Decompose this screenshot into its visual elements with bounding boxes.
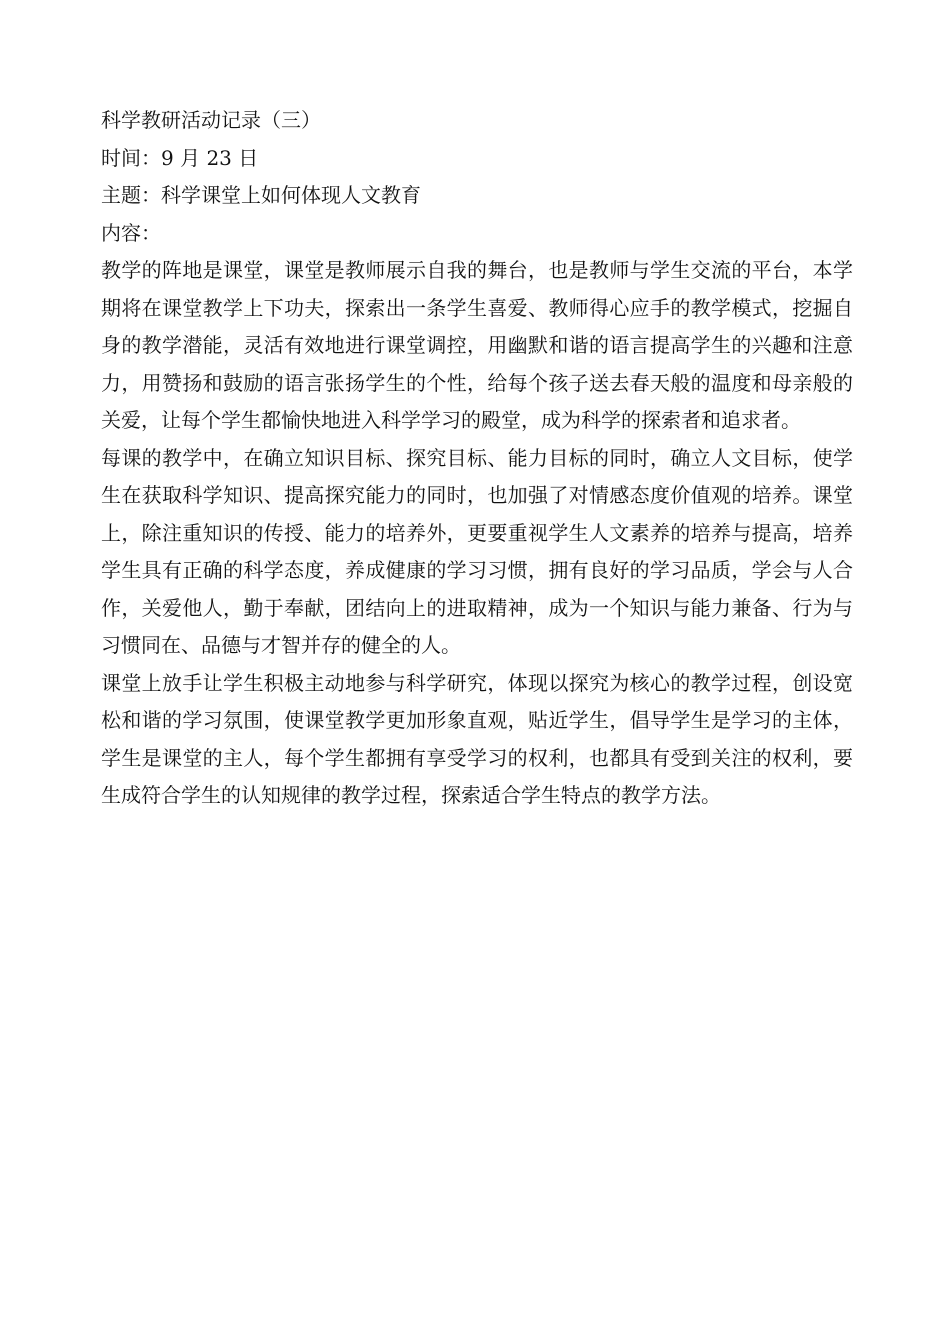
- paragraph-2: 每课的教学中，在确立知识目标、探究目标、能力目标的同时，确立人文目标，使学生在获取科学知识、提高探究能力的同时，也加强了对情感态度价值观的培养。课堂上，除注重知识的传授、能力的培养外，更要重视学生人文素养的培养与提高，培养学生具有正确的科学态度，养成健康的学习习惯，拥有良好的学习品质，学会与人合作，关爱他人，勤于奉献，团结向上的进取精神，成为一个知识与能力兼备、行为与习惯同在、品德与才智并存的健全的人。: [101, 445, 853, 657]
- document-title: 科学教研活动记录（三）: [101, 108, 321, 132]
- content-label: 内容：: [101, 220, 161, 245]
- meeting-time: 时间：9 月 23 日: [101, 145, 259, 170]
- paragraph-3: 课堂上放手让学生积极主动地参与科学研究，体现以探究为核心的教学过程，创设宽松和谐的学习氛围，使课堂教学更加形象直观，贴近学生，倡导学生是学习的主体，学生是课堂的主人，每个学生都拥有享受学习的权利，也都具有受到关注的权利，要生成符合学生的认知规律的教学过程，探索适合学生特点的教学方法。: [101, 670, 853, 807]
- document-body: [101, 102, 853, 815]
- paragraph-1: 教学的阵地是课堂，课堂是教师展示自我的舞台，也是教师与学生交流的平台，本学期将在课堂教学上下功夫，探索出一条学生喜爱、教师得心应手的教学模式，挖掘自身的教学潜能，灵活有效地进行课堂调控，用幽默和谐的语言提高学生的兴趣和注意力，用赞扬和鼓励的语言张扬学生的个性，给每个孩子送去春天般的温度和母亲般的关爱，让每个学生都愉快地进入科学学习的殿堂，成为科学的探索者和追求者。: [101, 258, 853, 432]
- meeting-topic: 主题：科学课堂上如何体现人文教育: [101, 183, 421, 207]
